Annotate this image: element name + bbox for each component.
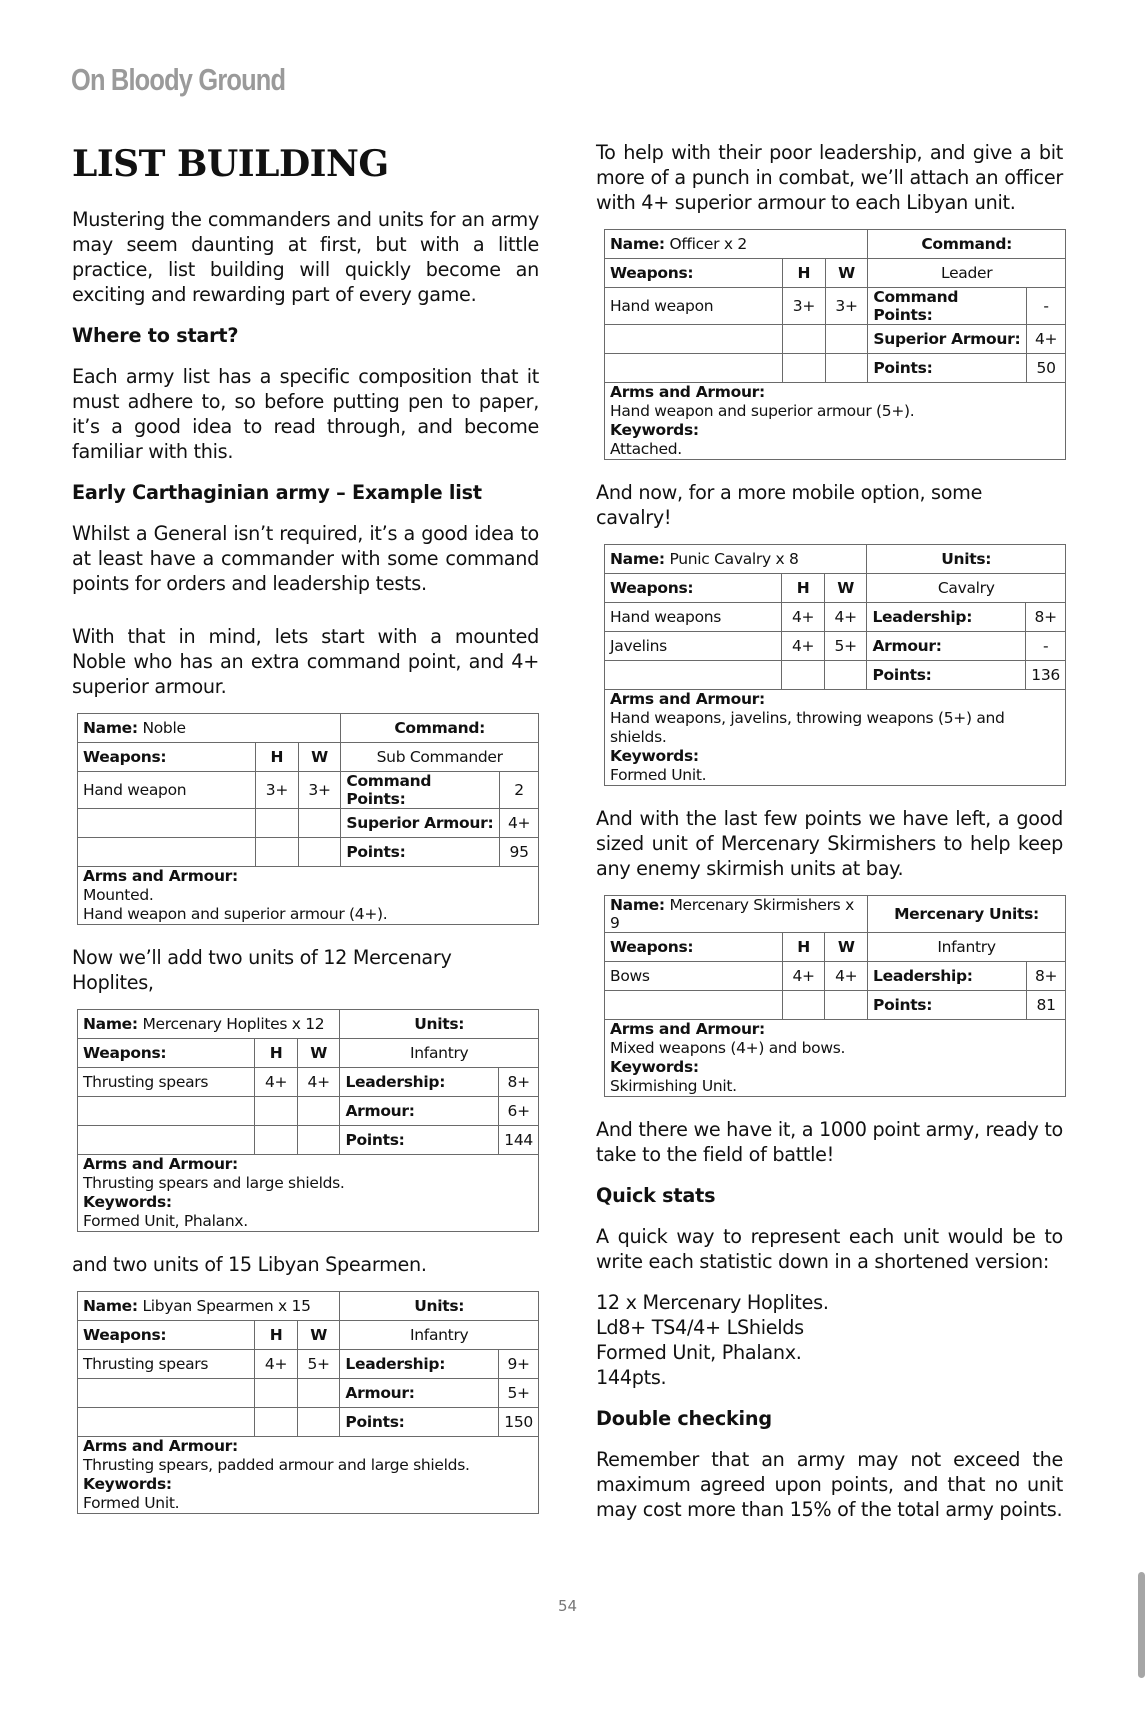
table-row: Points: 144	[78, 1125, 539, 1154]
quick-paragraph: A quick way to represent each unit would be to write each statistic down in a shortened version:	[596, 1225, 1063, 1273]
heading-quick-stats: Quick stats	[596, 1184, 716, 1207]
unit-name: Mercenary Hoplites x 12	[142, 1014, 325, 1033]
arms-and-armour: Arms and Armour: Mounted. Hand weapon and superior armour (4+).	[78, 866, 539, 924]
table-row: Armour: 5+	[78, 1378, 539, 1407]
table-row: Armour: 6+	[78, 1096, 539, 1125]
arms-and-armour: Arms and Armour: Thrusting spears and large shields. Keywords: Formed Unit, Phalanx.	[78, 1154, 539, 1231]
page-number: 54	[558, 1597, 578, 1615]
officer-paragraph: To help with their poor leadership, and give a bit more of a punch in combat, we’ll attach an officer with 4+ superior armour to each Libyan unit.	[596, 141, 1063, 214]
table-row: Thrusting spears 4+ 5+ Leadership: 9+	[78, 1349, 539, 1378]
table-row: Superior Armour: 4+	[605, 325, 1066, 354]
noble-paragraph: With that in mind, lets start with a mounted Noble who has an extra command point, and 4+ superior armour.	[72, 624, 539, 698]
unit-card-skirmishers: Name: Mercenary Skirmishers x 9 Mercenary Units: Weapons: H W Infantry Bows 4+ 4+ Leadership: 8+ Points: 81 Arms and Armour: Mixed weapons (4+) and bows. Keywords: Skirmishing Unit.	[604, 895, 1066, 1097]
unit-type: Infantry	[340, 1320, 539, 1349]
unit-type: Cavalry	[867, 574, 1066, 603]
heading-double-checking: Double checking	[596, 1407, 772, 1430]
table-row: Points: 150	[78, 1407, 539, 1436]
table-row: Points: 136	[605, 661, 1066, 690]
general-paragraph: Whilst a General isn’t required, it’s a good idea to at least have a commander with some command points for orders and leadership tests.	[72, 521, 539, 595]
page-title: LIST BUILDING	[72, 143, 389, 185]
left-column	[72, 145, 539, 1534]
done-paragraph: And there we have it, a 1000 point army, ready to take to the field of battle!	[596, 1118, 1063, 1166]
libyans-paragraph: and two units of 15 Libyan Spearmen.	[72, 1252, 427, 1276]
arms-and-armour: Arms and Armour: Thrusting spears, padded armour and large shields. Keywords: Formed Unit.	[78, 1436, 539, 1513]
heading-where-to-start: Where to start?	[72, 323, 239, 347]
unit-type: Infantry	[340, 1038, 539, 1067]
arms-and-armour: Arms and Armour: Hand weapon and superior armour (5+). Keywords: Attached.	[605, 383, 1066, 460]
unit-type: Sub Commander	[341, 742, 539, 771]
unit-name: Punic Cavalry x 8	[669, 550, 799, 568]
skirmishers-paragraph: And with the last few points we have left, a good sized unit of Mercenary Skirmishers to help keep any enemy skirmish units at bay.	[596, 807, 1063, 880]
table-row: Javelins 4+ 5+ Armour: -	[605, 632, 1066, 661]
table-row: Hand weapons 4+ 4+ Leadership: 8+	[605, 603, 1066, 632]
unit-card-libyans: Name: Libyan Spearmen x 15 Units: Weapons: H W Infantry Thrusting spears 4+ 5+ Leadership: 9+ Armour: 5+ Points: 150 Arms and Armour: Thrusting spears, padded armour and large shields. Keywords: Formed Unit.	[77, 1291, 539, 1514]
running-head: On Bloody Ground	[71, 62, 286, 97]
heading-example-list: Early Carthaginian army – Example list	[72, 480, 482, 504]
table-row: Points: 95	[78, 837, 539, 866]
table-row: Points: 81	[605, 991, 1066, 1020]
unit-type: Leader	[868, 259, 1066, 288]
cavalry-paragraph: And now, for a more mobile option, some cavalry!	[596, 481, 983, 529]
scrollbar-thumb[interactable]	[1138, 1572, 1145, 1678]
where-paragraph: Each army list has a specific composition that it must adhere to, so before putting pen to paper, it’s a good idea to read through, and become familiar with this.	[72, 364, 539, 463]
unit-name: Libyan Spearmen x 15	[142, 1296, 311, 1315]
hoplites-paragraph: Now we’ll add two units of 12 Mercenary Hoplites,	[72, 945, 452, 994]
arms-and-armour: Arms and Armour: Mixed weapons (4+) and bows. Keywords: Skirmishing Unit.	[605, 1020, 1066, 1097]
unit-name: Noble	[142, 718, 186, 737]
unit-name: Officer x 2	[669, 235, 747, 253]
quick-stats-example: 12 x Mercenary Hoplites. Ld8+ TS4/4+ LShields Formed Unit, Phalanx. 144pts.	[596, 1291, 829, 1389]
unit-card-noble: Name: Noble Command: Weapons: H W Sub Commander Hand weapon 3+ 3+ Command Points: 2 Superior Armour: 4+ Points: 95 Arms and Armour: Mounted. Hand weapon and superior armour (4+).	[77, 713, 539, 925]
table-row: Superior Armour: 4+	[78, 808, 539, 837]
unit-type: Infantry	[868, 933, 1066, 962]
unit-card-officer: Name: Officer x 2 Command: Weapons: H W Leader Hand weapon 3+ 3+ Command Points: - Superior Armour: 4+ Points: 50 Arms and Armour: Hand weapon and superior armour (5+). Keywords: Attached.	[604, 229, 1066, 460]
right-column	[596, 140, 1063, 1538]
unit-card-hoplites: Name: Mercenary Hoplites x 12 Units: Weapons: H W Infantry Thrusting spears 4+ 4+ Leadership: 8+ Armour: 6+ Points: 144 Arms and Armour: Thrusting spears and large shields. Keywords: Formed Unit, Phalanx.	[77, 1009, 539, 1232]
table-row: Hand weapon 3+ 3+ Command Points: 2	[78, 771, 539, 808]
table-row: Thrusting spears 4+ 4+ Leadership: 8+	[78, 1067, 539, 1096]
table-row: Points: 50	[605, 354, 1066, 383]
double-paragraph: Remember that an army may not exceed the maximum agreed upon points, and that no unit may cost more than 15% of the total army points.	[596, 1448, 1063, 1521]
unit-name: Mercenary Skirmishers x 9	[610, 896, 854, 932]
table-row: Hand weapon 3+ 3+ Command Points: -	[605, 288, 1066, 325]
intro-paragraph: Mustering the commanders and units for an army may seem daunting at first, but with a little practice, list building will quickly become an exciting and rewarding part of every game.	[72, 207, 539, 306]
unit-card-cavalry: Name: Punic Cavalry x 8 Units: Weapons: H W Cavalry Hand weapons 4+ 4+ Leadership: 8+ Javelins 4+ 5+ Armour: - Points: 136 Arms and Armour: Hand weapons, javelins, throwing weapons (5+) and shields. Keywords: Formed Unit.	[604, 544, 1066, 786]
table-row: Bows 4+ 4+ Leadership: 8+	[605, 962, 1066, 991]
arms-and-armour: Arms and Armour: Hand weapons, javelins, throwing weapons (5+) and shields. Keywords: Formed Unit.	[605, 690, 1066, 786]
